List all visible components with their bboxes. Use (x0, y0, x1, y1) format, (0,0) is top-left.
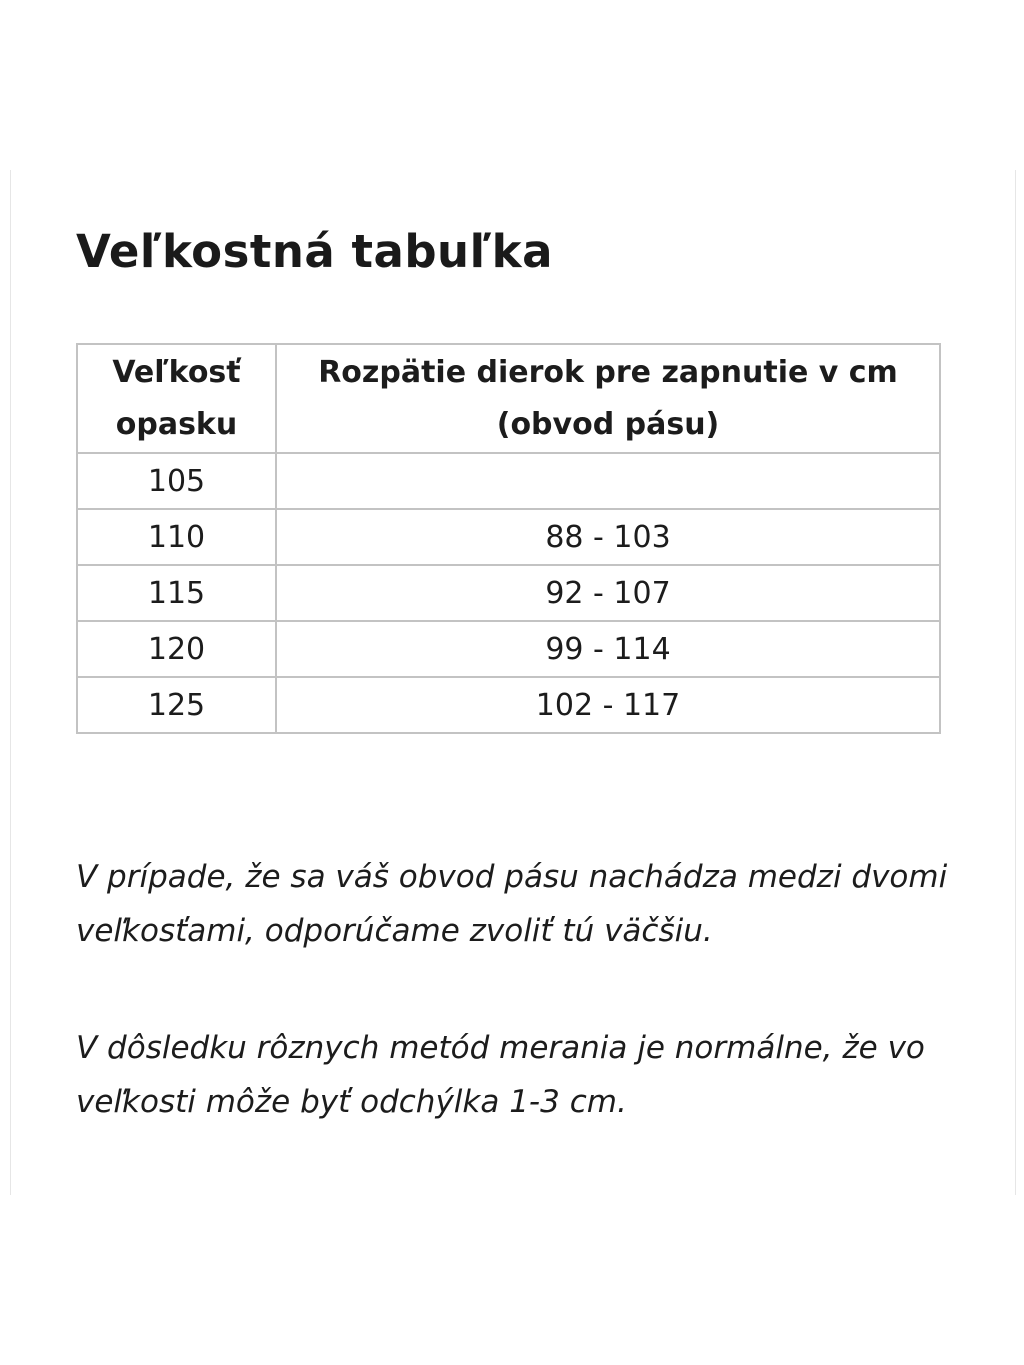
cell-hole-range: 88 - 103 (276, 509, 940, 565)
cell-belt-size: 110 (77, 509, 276, 565)
cell-hole-range: 92 - 107 (276, 565, 940, 621)
header-hole-range: Rozpätie dierok pre zapnutie v cm (obvod pásu) (276, 344, 940, 453)
header-belt-size: Veľkosť opasku (77, 344, 276, 453)
table-row (77, 677, 940, 733)
table-row (77, 453, 940, 509)
cell-belt-size: 115 (77, 565, 276, 621)
table-row (77, 621, 940, 677)
table-row (77, 509, 940, 565)
note-between-sizes: V prípade, že sa váš obvod pásu nachádza medzi dvomi veľkosťami, odporúčame zvoliť tú väčšiu. (76, 859, 948, 949)
size-table (76, 343, 941, 734)
cell-hole-range: 102 - 117 (276, 677, 940, 733)
cell-belt-size: 125 (77, 677, 276, 733)
cell-belt-size: 105 (77, 453, 276, 509)
cell-belt-size: 120 (77, 621, 276, 677)
cell-hole-range: 99 - 114 (276, 621, 940, 677)
page-title: Veľkostná tabuľka (76, 225, 553, 278)
cell-hole-range (276, 453, 940, 509)
note-measurement-deviation: V dôsledku rôznych metód merania je normálne, že vo veľkosti môže byť odchýlka 1-3 cm. (76, 1030, 925, 1120)
table-row (77, 565, 940, 621)
size-chart-card (10, 170, 1016, 1195)
table-header-row (77, 344, 940, 453)
